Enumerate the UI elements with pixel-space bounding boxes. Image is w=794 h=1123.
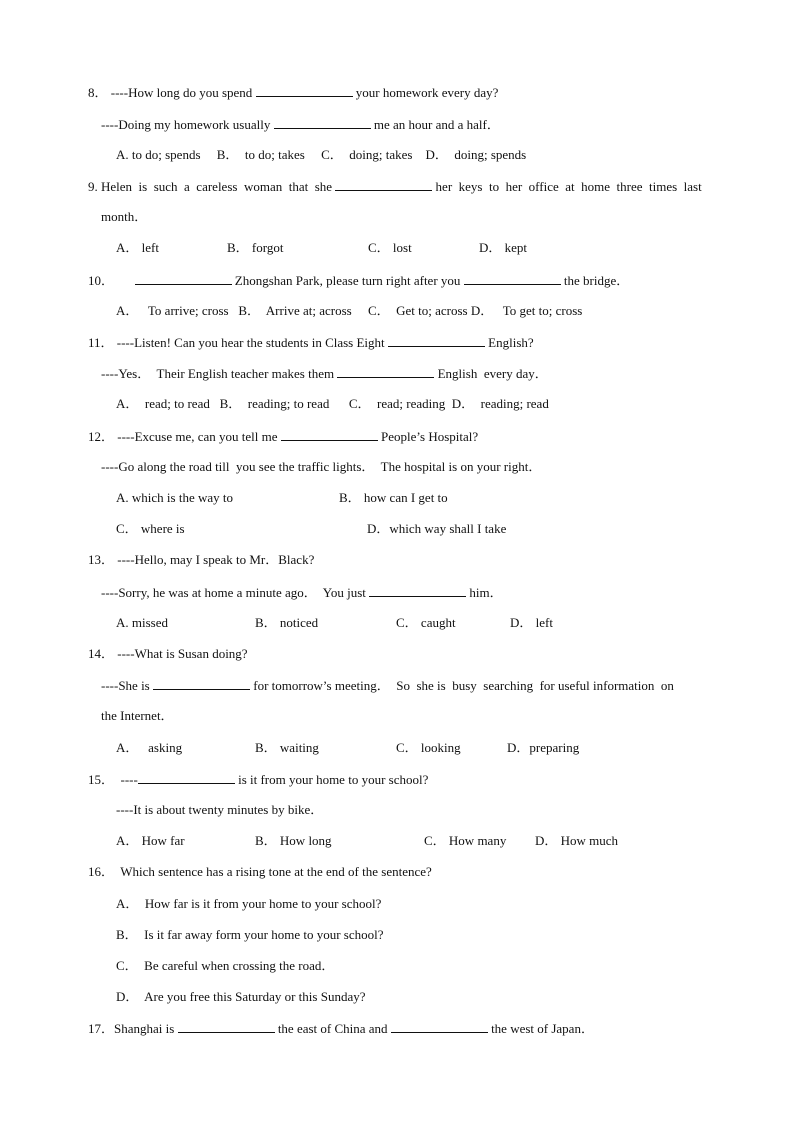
reply-text: him． (469, 585, 503, 600)
option-d: D．preparing (507, 740, 580, 755)
question-11-reply (101, 365, 548, 382)
question-text: 11． ----Listen! Can you hear the students in Class Eight (88, 335, 385, 350)
option-d: D． left (510, 615, 553, 630)
option-b: B． noticed (255, 615, 319, 630)
question-number: 10． (88, 273, 115, 288)
answer-blank[interactable] (274, 116, 371, 129)
answer-blank[interactable] (138, 771, 235, 784)
question-text: is it from your home to your school? (238, 772, 429, 787)
option-b: B． waiting (255, 740, 319, 755)
question-text: the west of Japan． (491, 1021, 594, 1036)
question-text: the east of China and (277, 1021, 388, 1036)
answer-blank[interactable] (369, 584, 466, 597)
option-c: C． looking (396, 740, 461, 755)
option-c: C． Be careful when crossing the road． (116, 958, 335, 973)
question-text: her keys to her office at home three times last (435, 179, 702, 194)
answer-blank[interactable] (135, 272, 232, 285)
reply-text: ----Yes． Their English teacher makes them (101, 366, 335, 381)
question-15-reply: ----It is about twenty minutes by bike． (116, 802, 324, 817)
question-text: English? (488, 335, 534, 350)
reply-text: me an hour and a half． (373, 117, 500, 132)
question-text: People’s Hospital? (381, 429, 479, 444)
option-a: A． How far is it from your home to your school? (116, 896, 382, 911)
question-14-stem: 14． ----What is Susan doing? (88, 646, 248, 661)
answer-blank[interactable] (256, 84, 353, 97)
reply-text: ----Sorry, he was at home a minute ago． You just (101, 585, 366, 600)
question-12-stem (88, 428, 478, 445)
question-11-stem (88, 334, 534, 351)
option-c: C． How many (424, 833, 507, 848)
reply-text: English every day． (437, 366, 548, 381)
question-text: 17．Shanghai is (88, 1021, 175, 1036)
reply-text: for tomorrow’s meeting． So she is busy searching for useful information on (253, 678, 674, 693)
question-8-options: A. to do; spends B． to do; takes C． doing; takes D． doing; spends (116, 147, 527, 162)
option-a: A． asking (116, 740, 183, 755)
option-d: D． kept (479, 240, 528, 255)
option-b: B． How long (255, 833, 332, 848)
option-c: C． caught (396, 615, 456, 630)
question-10-stem (88, 272, 629, 289)
answer-blank[interactable] (153, 677, 250, 690)
option-b: B． how can I get to (339, 490, 448, 505)
option-d: D．which way shall I take (367, 521, 507, 536)
option-a: A． left (116, 240, 159, 255)
question-12-reply: ----Go along the road till you see the traffic lights． The hospital is on your right． (101, 459, 542, 474)
question-text: 12． ----Excuse me, can you tell me (88, 429, 278, 444)
answer-blank[interactable] (464, 272, 561, 285)
question-text: your homework every day? (355, 85, 499, 100)
question-13-reply (101, 584, 503, 601)
option-a: A. which is the way to (116, 490, 233, 505)
answer-blank[interactable] (281, 428, 378, 441)
answer-blank[interactable] (391, 1020, 488, 1033)
answer-blank[interactable] (388, 334, 485, 347)
question-text: 9. Helen is such a careless woman that she (88, 179, 333, 194)
reply-text: ----She is (101, 678, 150, 693)
question-15-stem (88, 771, 428, 788)
answer-blank[interactable] (178, 1020, 275, 1033)
question-text: 8． ----How long do you spend (88, 85, 253, 100)
option-c: C． where is (116, 521, 185, 536)
question-text: Zhongshan Park, please turn right after you (234, 273, 461, 288)
option-b: B． forgot (227, 240, 284, 255)
question-9-stem (88, 178, 702, 195)
question-10-options: A． To arrive; cross B． Arrive at; across C． Get to; across D． To get to; cross (116, 303, 583, 318)
answer-blank[interactable] (335, 178, 432, 191)
option-b: B． Is it far away form your home to your school? (116, 927, 384, 942)
option-d: D． Are you free this Saturday or this Sunday? (116, 989, 366, 1004)
option-a: A. missed (116, 615, 168, 630)
reply-text: ----Doing my homework usually (101, 117, 271, 132)
option-d: D． How much (535, 833, 619, 848)
question-14-reply (101, 677, 674, 694)
question-17-stem (88, 1020, 594, 1037)
answer-blank[interactable] (337, 365, 434, 378)
question-text: the bridge． (563, 273, 630, 288)
question-14-cont: the Internet． (101, 708, 174, 723)
question-8-stem (88, 84, 498, 101)
question-8-reply (101, 116, 500, 133)
question-16-stem: 16． Which sentence has a rising tone at the end of the sentence? (88, 864, 432, 879)
option-a: A． How far (116, 833, 185, 848)
question-9-cont: month． (101, 209, 148, 224)
question-11-options: A． read; to read B． reading; to read C． read; reading D． reading; read (116, 396, 549, 411)
option-c: C． lost (368, 240, 412, 255)
question-13-stem: 13． ----Hello, may I speak to Mr．Black? (88, 552, 315, 567)
question-number: 15． ---- (88, 772, 138, 787)
